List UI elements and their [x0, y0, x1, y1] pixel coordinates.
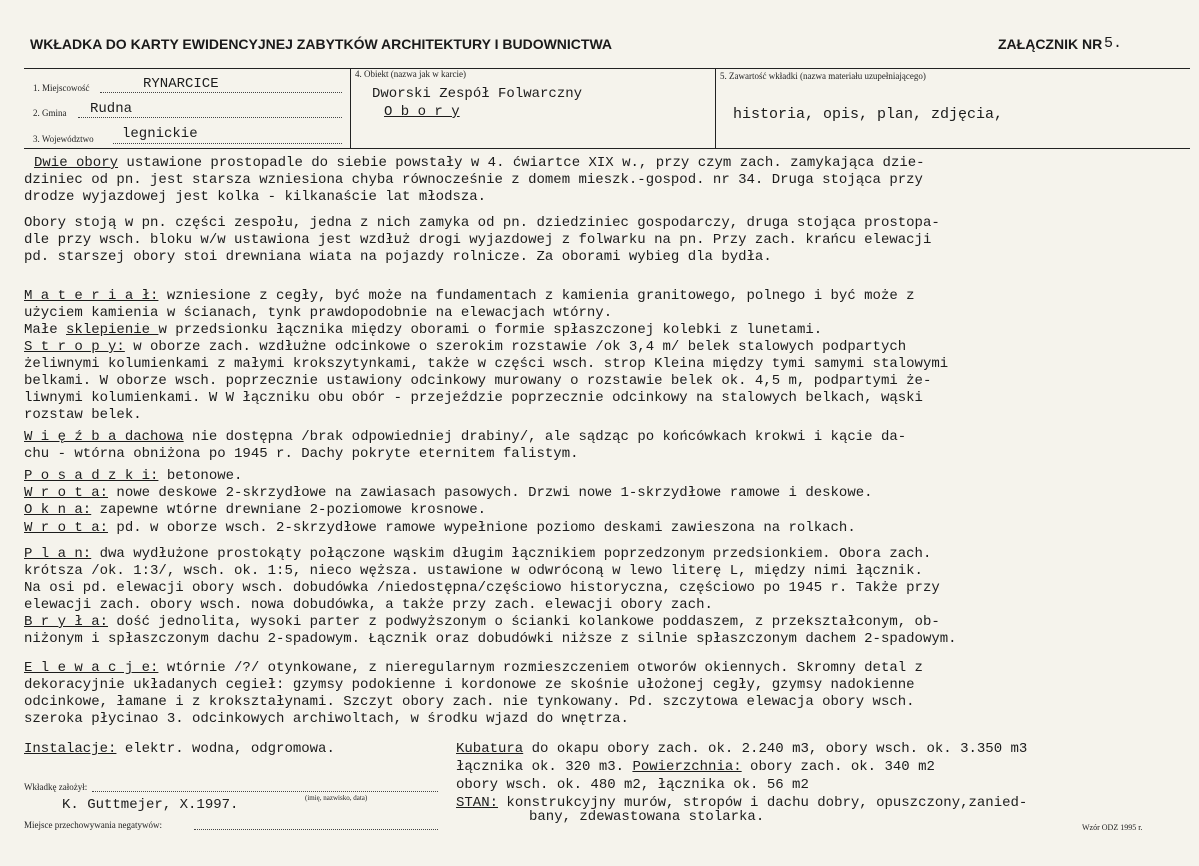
body-line-text: rozstaw belek. [24, 407, 142, 423]
body-line-text: zapewne wtórne drewniane 2-poziomowe krosnowe. [91, 502, 487, 518]
body-line [24, 339, 906, 355]
header-bottom-rule [24, 148, 1190, 149]
zawartosc-label: 5. Zawartość wkładki (nazwa materiału uzupełniającego) [720, 71, 926, 81]
body-line-text: dwa wydłużone prostokąty połączone wąskim długim łącznikiem poprzedzonym przedsionkiem. Obora zach. [91, 546, 932, 562]
inline-heading: sklepienie [66, 322, 159, 338]
kubatura-value-1: do okapu obory zach. ok. 2.240 m3, obory wsch. ok. 3.350 m3 [523, 741, 1028, 757]
wojewodztwo-value: legnickie [122, 126, 198, 142]
body-line-text: dekoracyjnie układanych cegieł: gzymsy podokienne i kordonowe ze skośnie ułożonej cegły, gzymsy nadokienne [24, 677, 915, 693]
section-heading: W r o t a: [24, 520, 109, 536]
body-line [24, 172, 923, 188]
body-line [24, 580, 940, 596]
attachment-number: 5. [1104, 35, 1123, 52]
obiekt-value-2: O b o r y [384, 104, 460, 120]
body-line-text: szeroka płycinao 3. odcinkowych archiwoltach, w środku wjazd do wnętrza. [24, 711, 629, 727]
author-note: (imię, nazwisko, data) [305, 794, 368, 802]
kubatura-value-2: łącznika ok. 320 m3. [456, 759, 625, 775]
gmina-value: Rudna [90, 101, 133, 117]
section-heading: P l a n: [24, 546, 92, 562]
wojewodztwo-label: 3. Województwo [33, 134, 94, 144]
body-line [24, 485, 873, 501]
stan-label: STAN: [456, 795, 499, 811]
gmina-label: 2. Gmina [33, 108, 67, 118]
miejscowosc-value: RYNARCICE [143, 76, 219, 92]
body-line-text: drodze wyjazdowej jest kolka - kilkanaście lat młodsza. [24, 189, 487, 205]
body-line-text: Małe [24, 322, 67, 338]
body-line [34, 155, 925, 171]
section-heading: B r y ł a: [24, 614, 109, 630]
section-heading: O k n a: [24, 502, 92, 518]
section-heading: W r o t a: [24, 485, 109, 501]
body-line [24, 677, 915, 693]
body-line-text: elewacji zach. obory wsch. nowa dobudówka, a także przy zach. elewacji obory zach. [24, 597, 713, 613]
section-heading: E l e w a c j e: [24, 660, 159, 676]
obiekt-value-1: Dworski Zespół Folwarczny [372, 86, 583, 102]
stan-value-2: bany, zdewastowana stolarka. [529, 809, 765, 825]
section-heading: W i ę ź b a dachowa [24, 429, 184, 445]
attachment-label: ZAŁĄCZNIK NR [998, 36, 1103, 52]
instalacje-label: Instalacje: [24, 741, 117, 757]
body-line [24, 597, 713, 613]
zalozyl-line [92, 791, 438, 792]
top-rule [24, 68, 1190, 69]
body-line-text: pd. w oborze wsch. 2-skrzydłowe ramowe wypełnione poziomo deskami zawieszona na rolkach. [108, 520, 856, 536]
body-line [24, 305, 612, 321]
body-line-text: nowe deskowe 2-skrzydłowe na zawiasach pasowych. Drzwi nowe 1-skrzydłowe ramowe i deskowe. [108, 485, 873, 501]
body-line-text: Na osi pd. elewacji obory wsch. dobudówka /niedostępna/częściowo historyczna, częściowo po 1945 r. Także przy [24, 580, 940, 596]
stan-value-1: konstrukcyjny murów, stropów i dachu dobry, opuszczony,zanied- [498, 795, 1028, 811]
gmina-line [78, 117, 342, 118]
body-line [24, 429, 906, 445]
body-line [24, 711, 629, 727]
zalozyl-label: Wkładkę założył: [24, 782, 88, 792]
body-line [24, 407, 142, 423]
body-line-text: niżonym i spłaszczonym dachu 2-spadowym. Łącznik oraz dobudówki niższe z silnie spłaszczonym dachem 2-spadowym. [24, 631, 957, 647]
card-title: WKŁADKA DO KARTY EWIDENCYJNEJ ZABYTKÓW ARCHITEKTURY I BUDOWNICTWA [30, 36, 613, 52]
kubatura-row-2 [456, 759, 935, 775]
body-line [24, 563, 923, 579]
body-line-text: liwnymi kolumienkami. W W łączniku obu obór - przejeździe poprzecznie odcinkowy na stalowych belkach, wąski [24, 390, 923, 406]
body-line-text: użyciem kamienia w ścianach, tynk prawdopodobnie na elewacjach wtórny. [24, 305, 613, 321]
body-line [24, 232, 931, 248]
body-line [24, 520, 856, 536]
instalacje-value: elektr. wodna, odgromowa. [116, 741, 335, 757]
divider-1 [350, 68, 351, 148]
body-line [24, 660, 923, 676]
body-line [24, 468, 242, 484]
body-line-text: wzniesione z cegły, być może na fundamentach z kamienia granitowego, polnego i być może z [158, 288, 915, 304]
body-line [24, 322, 822, 338]
zawartosc-value: historia, opis, plan, zdjęcia, [733, 106, 1004, 123]
body-line [24, 446, 579, 462]
powierzchnia-value-1: obory zach. ok. 340 m2 [741, 759, 935, 775]
divider-2 [715, 68, 716, 148]
section-heading: S t r o p y: [24, 339, 125, 355]
body-line-text: żeliwnymi kolumienkami z małymi krokszytynkami, także w części wsch. strop Kleina między tymi samymi stalowymi [24, 356, 949, 372]
section-heading: P o s a d z k i: [24, 468, 159, 484]
body-line-text: dość jednolita, wysoki parter z podwyższonym o ścianki kolankowe poddaszem, z przekształconym, ob- [108, 614, 940, 630]
body-line [24, 373, 931, 389]
body-line-text: chu - wtórna obniżona po 1945 r. Dachy pokryte eternitem falistym. [24, 446, 579, 462]
instalacje-row [24, 741, 335, 757]
body-line [24, 694, 915, 710]
body-line-text: belkami. W oborze wsch. poprzecznie ustawiony odcinkowy murowany o rozstawie belek ok. 4,5 m, podpartymi że- [24, 373, 932, 389]
body-line [24, 631, 957, 647]
body-line [24, 288, 915, 304]
body-line [24, 356, 948, 372]
body-line [24, 189, 486, 205]
kubatura-row [456, 741, 1027, 757]
body-line-text: ustawione prostopadle do siebie powstały w 4. ćwiartce XIX w., przy czym zach. zamykająca dzie- [118, 155, 925, 171]
body-line-text: betonowe. [158, 468, 243, 484]
miejscowosc-line [100, 92, 342, 93]
author-value: K. Guttmejer, X.1997. [62, 797, 239, 813]
section-heading: M a t e r i a ł: [24, 288, 159, 304]
body-line-text: wtórnie /?/ otynkowane, z nieregularnym rozmieszczeniem otworów okiennych. Skromny detal z [158, 660, 923, 676]
body-line-text: dziniec od pn. jest starsza wzniesiona chyba równocześnie z domem mieszk.-gospod. nr 34. Druga stojąca przy [24, 172, 923, 188]
body-line-text: odcinkowe, łamane i z krokształynami. Szczyt obory zach. nie tynkowany. Pd. szczytowa elewacja obory wsch. [24, 694, 915, 710]
powierzchnia-value-2: obory wsch. ok. 480 m2, łącznika ok. 56 m2 [456, 777, 809, 793]
powierzchnia-label: Powierzchnia: [632, 759, 742, 775]
body-line-text: pd. starszej obory stoi drewniana wiata na pojazdy rolnicze. Za oborami wybieg dla bydła. [24, 249, 772, 265]
miejscowosc-label: 1. Miejscowość [33, 83, 90, 93]
body-line [24, 390, 923, 406]
wojewodztwo-line [113, 143, 342, 144]
form-number: Wzór ODZ 1995 r. [1082, 823, 1143, 832]
negatywy-label: Miejsce przechowywania negatywów: [24, 820, 162, 830]
body-line-text: Obory stoją w pn. części zespołu, jedna z nich zamyka od pn. dziedziniec gospodarczy, druga stojąca prostopa- [24, 215, 940, 231]
body-line-text: w przedsionku łącznika między oborami o formie spłaszczonej kolebki z lunetami. [158, 322, 823, 338]
body-line-text: w oborze zach. wzdłużne odcinkowe o szerokim rozstawie /ok 3,4 m/ belek stalowych podpartych [124, 339, 907, 355]
body-line-text: nie dostępna /brak odpowiedniej drabiny/, ale sądząc po końcówkach krokwi i kącie da- [183, 429, 907, 445]
kubatura-label: Kubatura [456, 741, 524, 757]
body-line [24, 546, 931, 562]
body-line [24, 249, 772, 265]
obiekt-label: 4. Obiekt (nazwa jak w karcie) [355, 69, 466, 79]
negatywy-line [194, 829, 438, 830]
body-line [24, 614, 940, 630]
section-heading: Dwie obory [34, 155, 119, 171]
body-line [24, 215, 940, 231]
body-line [24, 502, 486, 518]
body-line-text: dle przy wsch. bloku w/w ustawiona jest wzdłuż drogi wyjazdowej z folwarku na pn. Przy zach. krańcu elewacji [24, 232, 932, 248]
body-line-text: krótsza /ok. 1:3/, wsch. ok. 1:5, nieco węższa. ustawione w odwróconą w lewo literę L, między nimi łącznik. [24, 563, 923, 579]
